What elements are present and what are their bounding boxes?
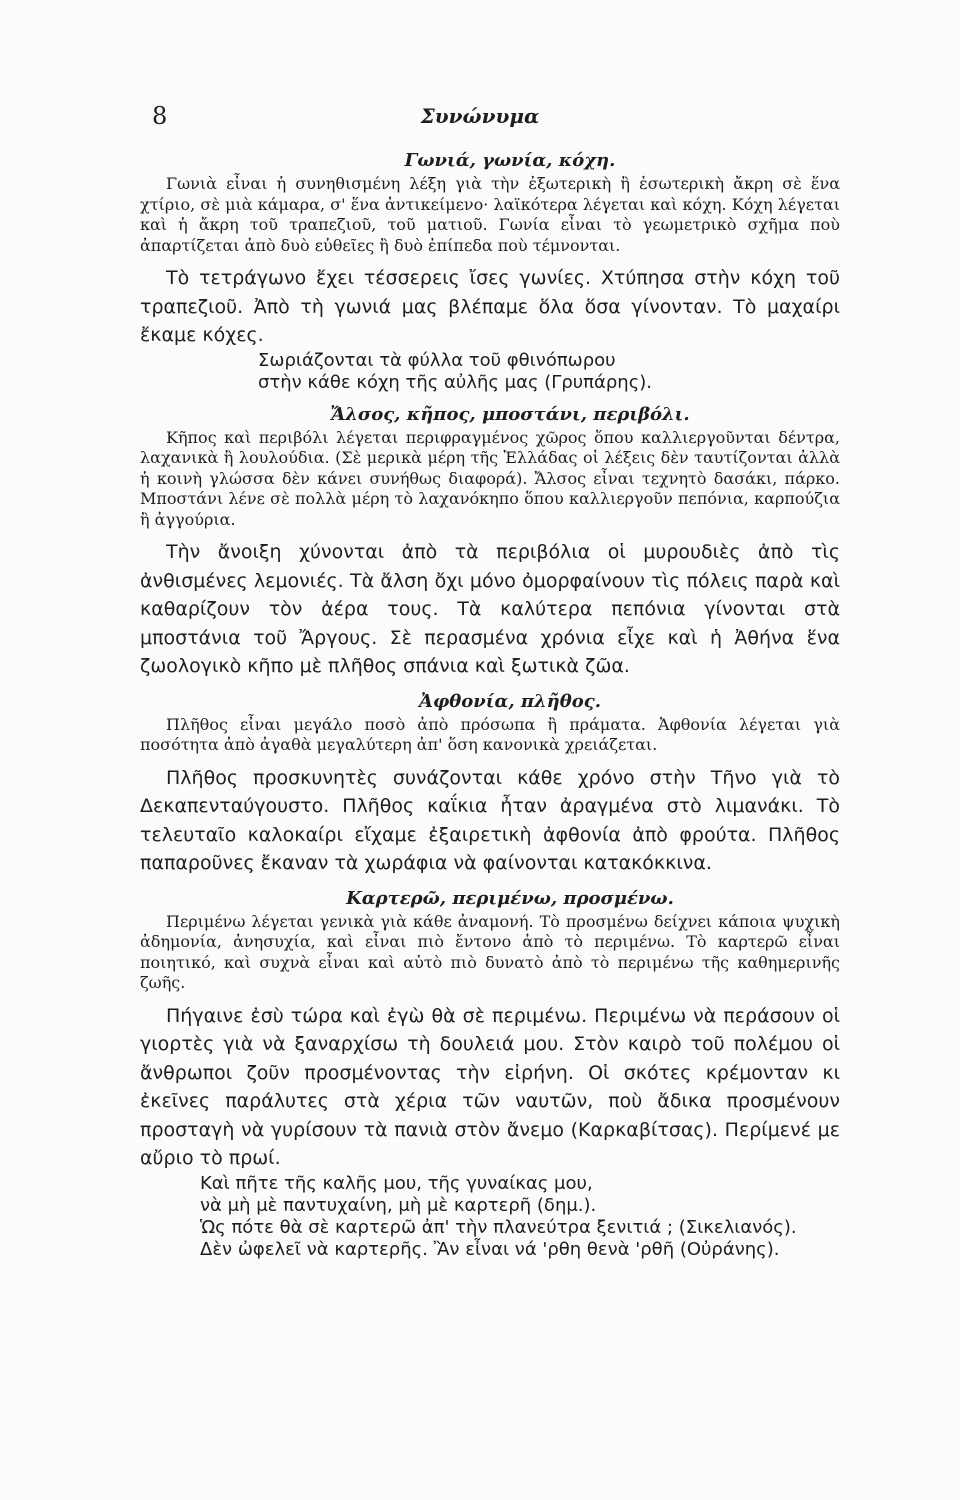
verse-quote <box>140 350 840 394</box>
page-body <box>140 148 840 1261</box>
entry-heading: Γωνιά, γωνία, κόχη. <box>404 150 616 171</box>
verse-line: Καὶ πῆτε τῆς καλῆς μου, τῆς γυναίκας μου, <box>200 1172 593 1194</box>
page-number: 8 <box>152 102 168 130</box>
verse-line: νὰ μὴ μὲ παντυχαίνη, μὴ μὲ καρτερῆ (δημ.). <box>200 1194 597 1216</box>
definition-paragraph: Πλῆθος εἶναι μεγάλο ποσὸ ἀπὸ πρόσωπα ἢ πράματα. Ἀφθονία λέγεται γιὰ ποσότητα ἀπὸ ἀγαθὰ μεγαλύτερη ἀπ' ὅση κανονικὰ χρειάζεται. <box>140 714 840 754</box>
entry-heading: Ἄλσος, κῆπος, μποστάνι, περιβόλι. <box>330 403 690 425</box>
definition-paragraph: Γωνιὰ εἶναι ἡ συνηθισμένη λέξη γιὰ τὴν ἐξωτερικὴ ἢ ἐσωτερικὴ ἄκρη σὲ ἕνα χτίριο, σὲ μιὰ κάμαρα, σ' ἕνα ἀντικείμενο· λαϊκότερα λέγεται καὶ κόχη. Κόχη λέγεται καὶ ἡ ἄκρη τοῦ τραπεζιοῦ, τοῦ ματιοῦ. Γωνία εἶναι τὸ γεωμετρικὸ σχῆμα ποὺ ἀπαρτίζεται ἀπὸ δυὸ εὐθεῖες ἢ δυὸ ἐπίπεδα ποὺ τέμνονται. <box>140 174 840 255</box>
verse-line: Σωριάζονται τὰ φύλλα τοῦ φθινόπωρου <box>258 349 616 371</box>
verse-line: στὴν κάθε κόχη τῆς αὐλῆς μας (Γρυπάρης). <box>258 371 653 393</box>
verse-line: Δὲν ὠφελεῖ νὰ καρτερῆς. Ἂν εἶναι νά 'ρθη θενὰ 'ρθῆ (Οὐράνης). <box>200 1238 780 1260</box>
definition-paragraph: Περιμένω λέγεται γενικὰ γιὰ κάθε ἀναμονή. Τὸ προσμένω δείχνει κάποια ψυχικὴ ἀδημονία, ἀνησυχία, καὶ εἶναι πιὸ ἔντονο ἀπὸ τὸ περιμένω. Τὸ καρτερῶ εἶναι ποιητικό, καὶ συχνὰ εἶναι καὶ αὐτὸ πιὸ δυνατὸ ἀπὸ τὸ περιμένω τῆς καθημερινῆς ζωῆς. <box>140 911 840 992</box>
entry-heading: Καρτερῶ, περιμένω, προσμένω. <box>346 887 674 909</box>
entry-heading: Ἀφθονία, πλῆθος. <box>419 690 601 712</box>
example-paragraph: Τὸ τετράγωνο ἔχει τέσσερεις ἴσες γωνίες. Χτύπησα στὴν κόχη τοῦ τραπεζιοῦ. Ἀπὸ τὴ γωνιά μας βλέπαμε ὅλα ὅσα γίνονταν. Τὸ μαχαίρι ἔκαμε κόχες. <box>140 267 840 346</box>
example-paragraph: Πήγαινε ἐσὺ τώρα καὶ ἐγὼ θὰ σὲ περιμένω. Περιμένω νὰ περάσουν οἱ γιορτὲς γιὰ νὰ ξαναρχίσω τὴ δουλειά μου. Στὸν καιρὸ τοῦ πολέμου οἱ ἄνθρωποι ζοῦν προσμένοντας τὴν εἰρήνη. Οἱ σκότες κρέμονταν κι ἐκεῖνες παράλυτες στὰ χέρια τῶν ναυτῶν, ποὺ ἄδικα προσμένουν προσταγὴ νὰ γυρίσουν τὰ πανιὰ στὸν ἄνεμο (Καρκαβίτσας). Περίμενέ με αὔριο τὸ πρωί. <box>140 1004 840 1169</box>
example-paragraph: Τὴν ἄνοιξη χύνονται ἀπὸ τὰ περιβόλια οἱ μυρουδιὲς ἀπὸ τὶς ἀνθισμένες λεμονιές. Τὰ ἄλση ὄχι μόνο ὀμορφαίνουν τὶς πόλεις παρὰ καὶ καθαρίζουν τὸν ἀέρα τους. Τὰ καλύτερα πεπόνια γίνονται στὰ μποστάνια τοῦ Ἄργους. Σὲ περασμένα χρόνια εἶχε καὶ ἡ Ἀθήνα ἕνα ζωολογικὸ κῆπο μὲ πλῆθος σπάνια καὶ ξωτικὰ ζῶα. <box>140 541 840 677</box>
running-title: Συνώνυμα <box>420 104 540 128</box>
entry-afthonia <box>140 689 840 878</box>
verse-quote <box>140 1173 840 1261</box>
running-header <box>0 96 960 136</box>
definition-paragraph: Κῆπος καὶ περιβόλι λέγεται περιφραγμένος χῶρος ὅπου καλλιεργοῦνται δέντρα, λαχανικὰ ἢ λουλούδια. (Σὲ μερικὰ μέρη τῆς Ἑλλάδας οἱ λέξεις δὲν ταυτίζονται ἀλλὰ ἡ κοινὴ γλώσσα δὲν κάνει συνήθως διαφορά). Ἄλσος εἶναι τεχνητὸ δασάκι, πάρκο. Μποστάνι λένε σὲ πολλὰ μέρη τὸ λαχανόκηπο ὅπου καλλιεργοῦν πεπόνια, καρπούζια ἢ ἀγγούρια. <box>140 427 840 529</box>
entry-alsos <box>140 402 840 681</box>
example-paragraph: Πλῆθος προσκυνητὲς συνάζονται κάθε χρόνο στὴν Τῆνο γιὰ τὸ Δεκαπενταύγουστο. Πλῆθος καΐκια ἦταν ἀραγμένα στὸ λιμανάκι. Τὸ τελευταῖο καλοκαίρι εἴχαμε ἐξαιρετικὴ ἀφθονία ἀπὸ φρούτα. Πλῆθος παπαροῦνες ἔκαναν τὰ χωράφια νὰ φαίνονται κατακόκκινα. <box>140 766 840 874</box>
entry-gonia <box>140 148 840 394</box>
entry-kartero <box>140 886 840 1261</box>
verse-line: Ὡς πότε θὰ σὲ καρτερῶ ἀπ' τὴν πλανεύτρα ξενιτιά ; (Σικελιανός). <box>200 1216 797 1238</box>
